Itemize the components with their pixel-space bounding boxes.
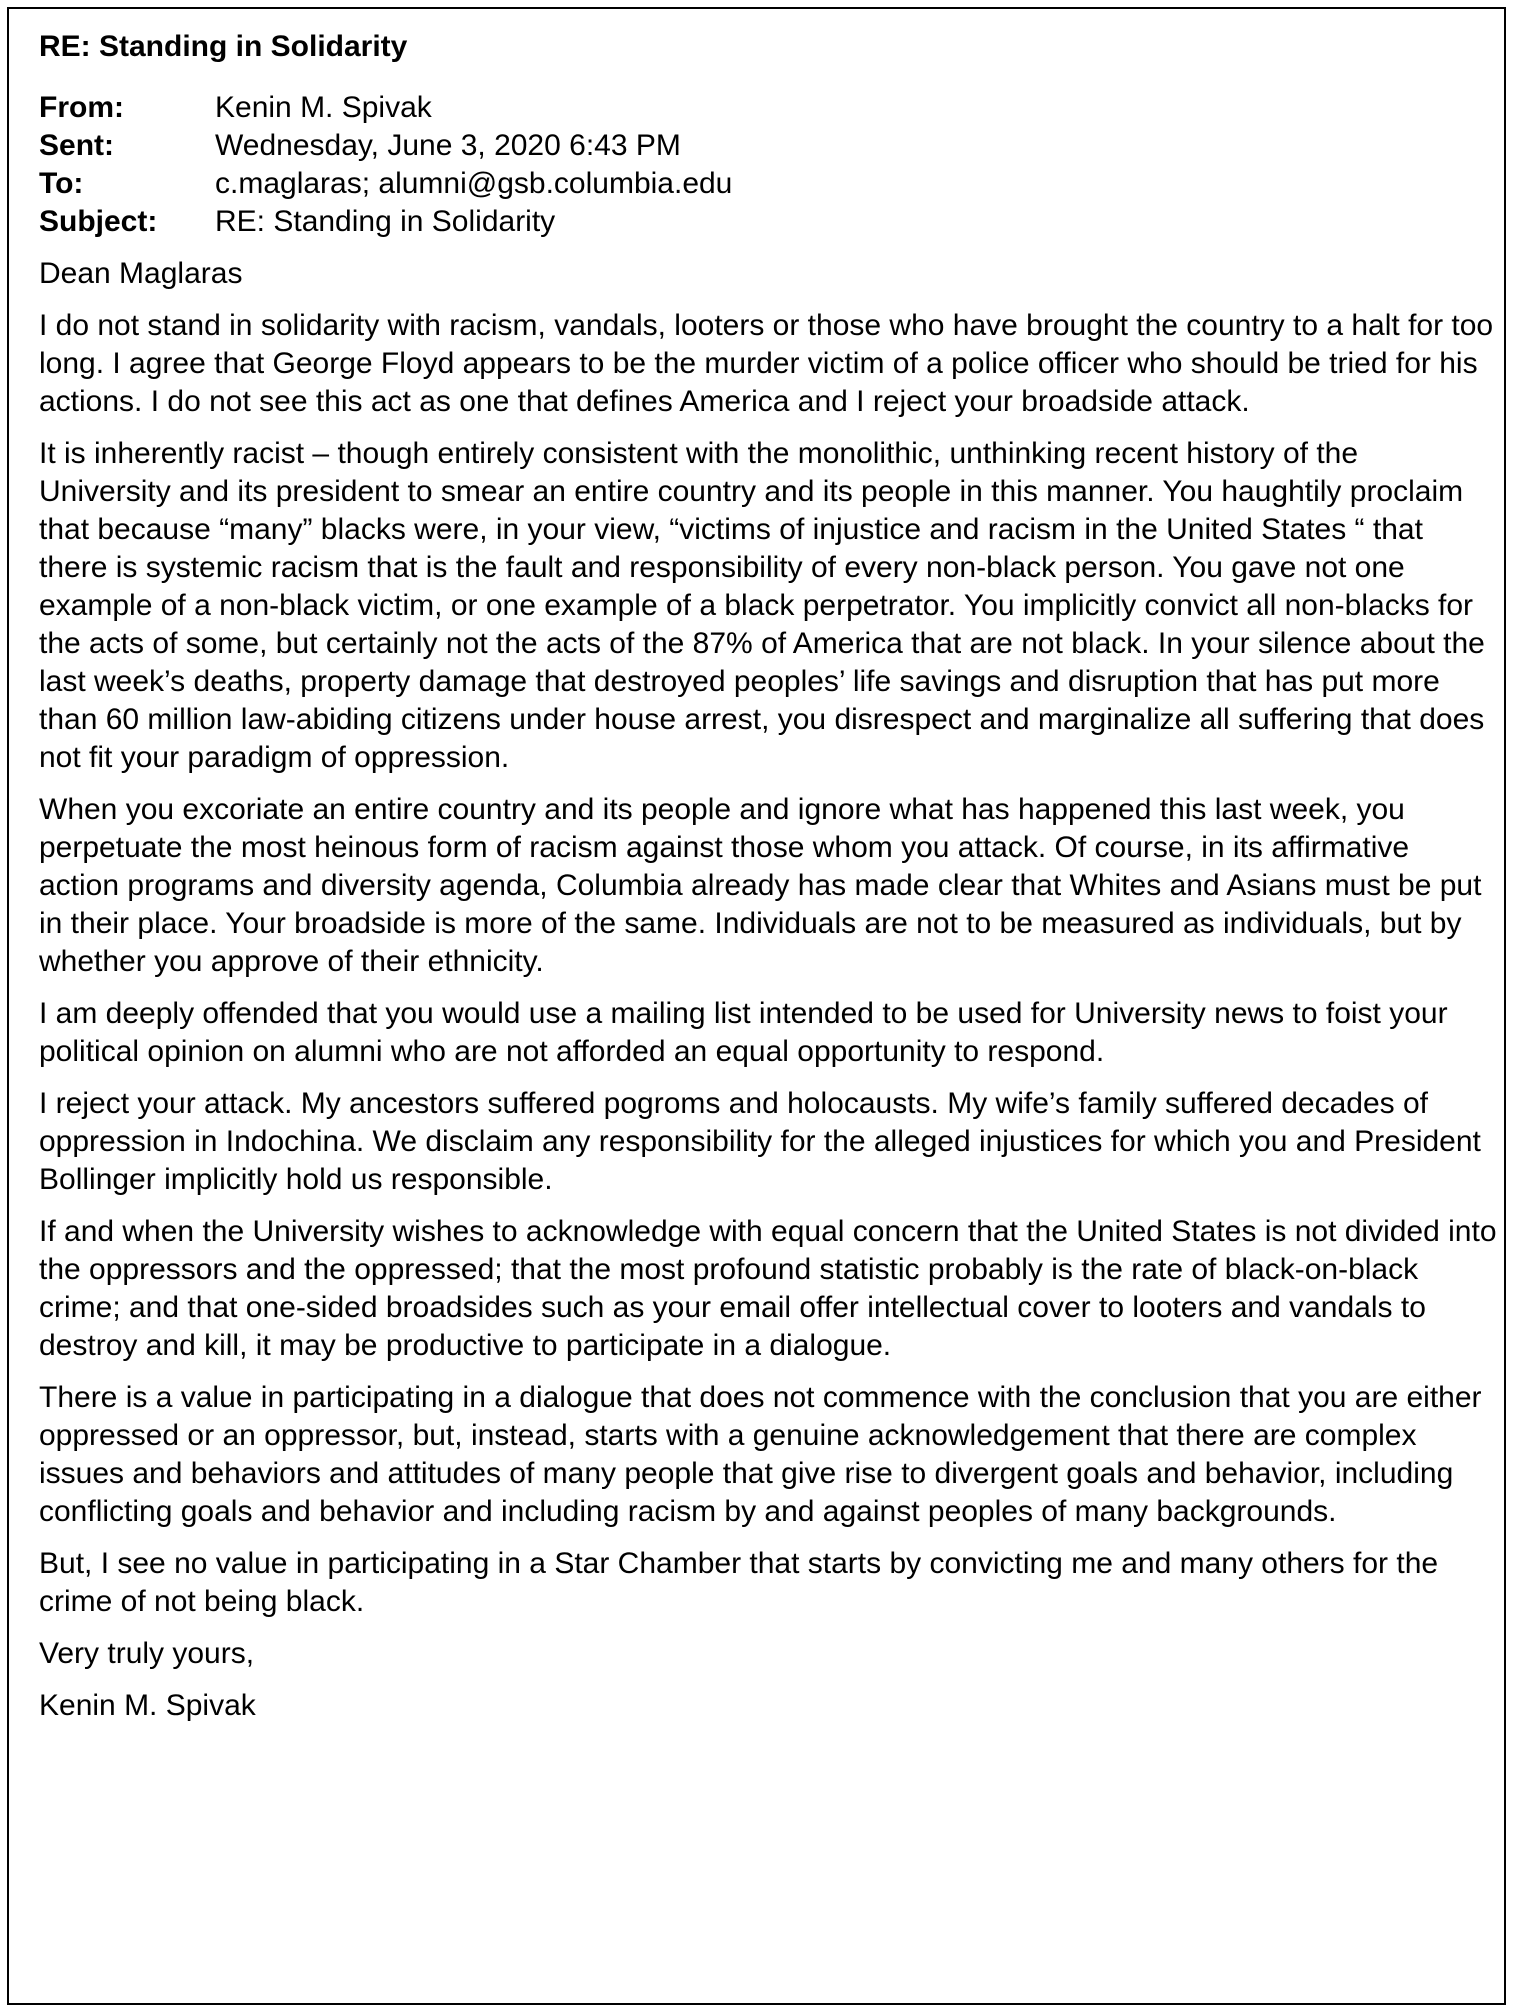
body-paragraph: I reject your attack. My ancestors suffered pogroms and holocausts. My wife’s family suffered decades of oppression in Indochina. We disclaim any responsibility for the alleged injustices for which you and President Bollinger implicitly hold us responsible. xyxy=(39,1087,1481,1196)
closing: Very truly yours, xyxy=(39,1637,255,1670)
header-label-to: To: xyxy=(39,167,84,200)
header-row-from xyxy=(39,89,732,127)
body-paragraph: There is a value in participating in a dialogue that does not commence with the conclusion that you are either oppressed or an oppressor, but, instead, starts with a genuine acknowledgement that there are complex issues and behaviors and attitudes of many people that give rise to divergent goals and behavior, including conflicting goals and behavior and including racism by and against peoples of many backgrounds. xyxy=(39,1381,1482,1528)
greeting: Dean Maglaras xyxy=(39,257,243,290)
header-row-to xyxy=(39,165,732,203)
header-value-sent: Wednesday, June 3, 2020 6:43 PM xyxy=(215,129,681,162)
email-header xyxy=(39,89,732,241)
body-paragraph: It is inherently racist – though entirely consistent with the monolithic, unthinking recent history of the University and its president to smear an entire country and its people in this manner. You haughtily proclaim that because “many” blacks were, in your view, “victims of injustice and racism in the United States “ that there is systemic racism that is the fault and responsibility of every non-black person. You gave not one example of a non-black victim, or one example of a black perpetrator. You implicitly convict all non-blacks for the acts of some, but certainly not the acts of the 87% of America that are not black. In your silence about the last week’s deaths, property damage that destroyed peoples’ life savings and disruption that has put more than 60 million law-abiding citizens under house arrest, you disrespect and marginalize all suffering that does not fit your paradigm of oppression. xyxy=(39,437,1485,774)
body-paragraph: I am deeply offended that you would use a mailing list intended to be used for University news to foist your political opinion on alumni who are not afforded an equal opportunity to respond. xyxy=(39,997,1448,1068)
document-frame xyxy=(7,7,1506,2005)
email-title: RE: Standing in Solidarity xyxy=(39,30,408,63)
header-label-from: From: xyxy=(39,91,124,124)
header-value-from: Kenin M. Spivak xyxy=(215,91,432,124)
header-row-subject xyxy=(39,203,732,241)
header-value-to: c.maglaras; alumni@gsb.columbia.edu xyxy=(215,167,733,200)
body-paragraph: I do not stand in solidarity with racism, vandals, looters or those who have brought the country to a halt for too long. I agree that George Floyd appears to be the murder victim of a police officer who should be tried for his actions. I do not see this act as one that defines America and I reject your broadside attack. xyxy=(39,309,1494,418)
signature: Kenin M. Spivak xyxy=(39,1689,256,1722)
header-label-subject: Subject: xyxy=(39,205,158,238)
body-paragraph: If and when the University wishes to acknowledge with equal concern that the United States is not divided into the oppressors and the oppressed; that the most profound statistic probably is the rate of black-on-black crime; and that one-sided broadsides such as your email offer intellectual cover to looters and vandals to destroy and kill, it may be productive to participate in a dialogue. xyxy=(39,1215,1497,1362)
header-row-sent xyxy=(39,127,732,165)
header-value-subject: RE: Standing in Solidarity xyxy=(215,205,556,238)
header-label-sent: Sent: xyxy=(39,129,114,162)
email-content xyxy=(39,27,1497,1739)
body-paragraph: But, I see no value in participating in a Star Chamber that starts by convicting me and many others for the crime of not being black. xyxy=(39,1547,1439,1618)
body-paragraph: When you excoriate an entire country and its people and ignore what has happened this last week, you perpetuate the most heinous form of racism against those whom you attack. Of course, in its affirmative action programs and diversity agenda, Columbia already has made clear that Whites and Asians must be put in their place. Your broadside is more of the same. Individuals are not to be measured as individuals, but by whether you approve of their ethnicity. xyxy=(39,793,1482,978)
